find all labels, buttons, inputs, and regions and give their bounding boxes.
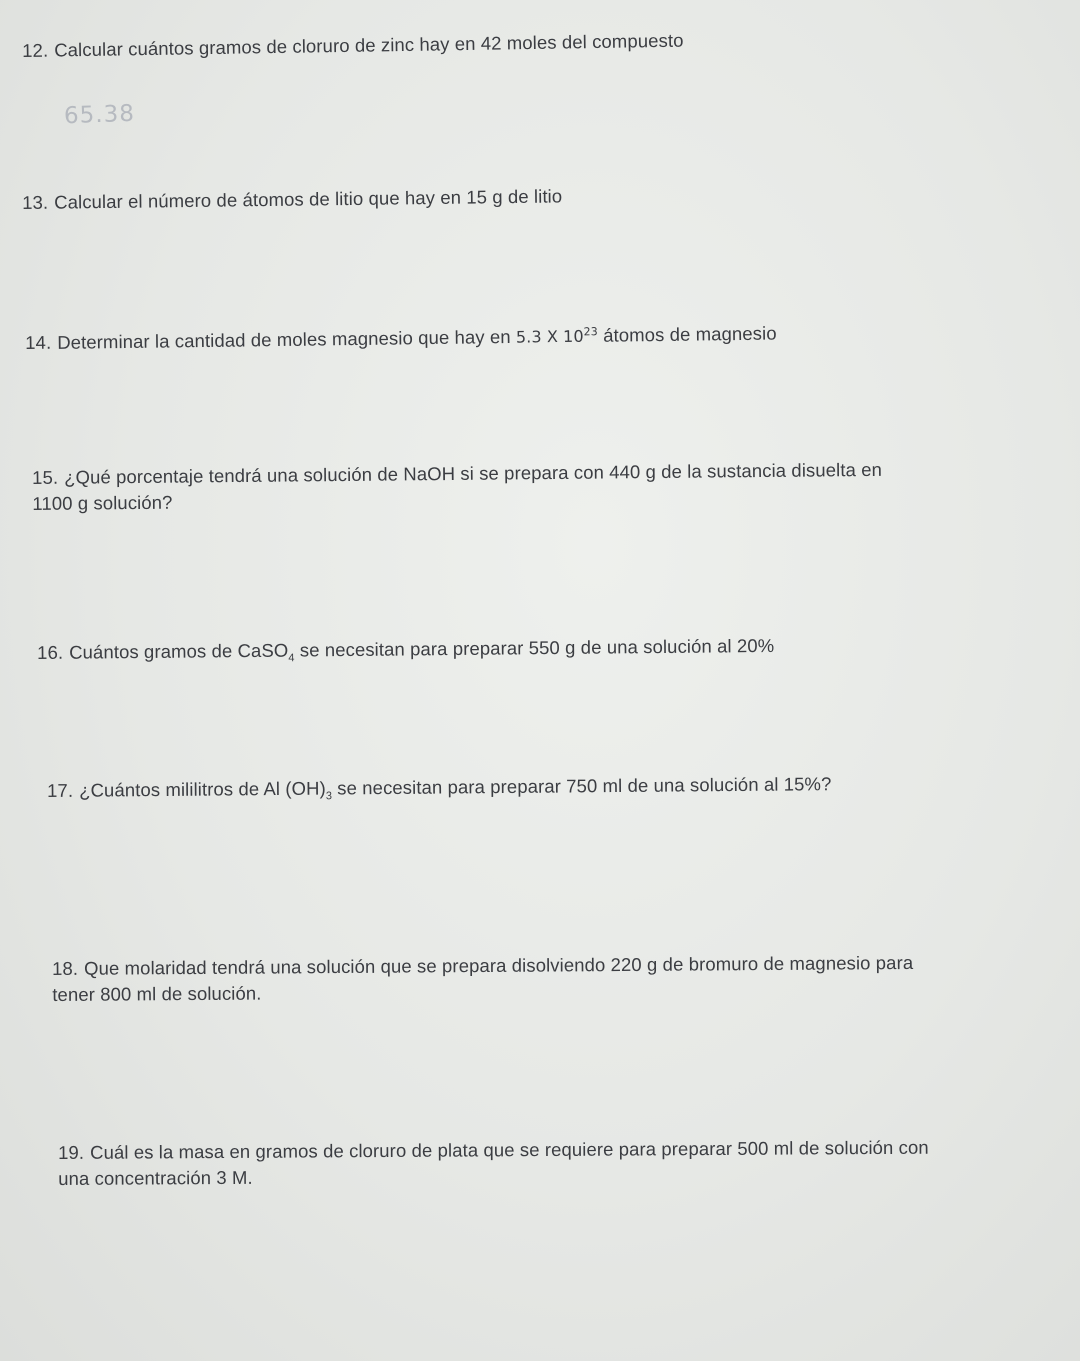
question-number: 15. xyxy=(32,466,59,488)
question-12 xyxy=(22,28,684,64)
scientific-notation: 5.3 X $10^{23}$ xyxy=(515,325,598,347)
question-text-line-2: una concentración 3 M. xyxy=(58,1166,253,1189)
question-text: Cuántos gramos de CaSO xyxy=(69,639,289,663)
question-number: 14. xyxy=(25,331,52,354)
question-text: Cuál es la masa en gramos de cloruro de plata que se requiere para preparar 500 ml de solución con xyxy=(90,1136,929,1163)
question-15 xyxy=(32,457,882,517)
question-text-line-2: 1100 g solución? xyxy=(32,491,173,514)
question-18 xyxy=(52,950,913,1008)
question-text: ¿Qué porcentaje tendrá una solución de NaOH si se prepara con 440 g de la sustancia disuelta en xyxy=(64,458,883,488)
question-text-line-2: tener 800 ml de solución. xyxy=(52,982,262,1005)
question-number: 18. xyxy=(52,957,79,979)
question-text-suffix: se necesitan para preparar 550 g de una solución al 20% xyxy=(299,634,775,661)
question-17 xyxy=(47,771,832,812)
subscript: 4 xyxy=(288,652,295,665)
subscript: 3 xyxy=(325,790,333,803)
question-text-suffix: átomos de magnesio xyxy=(602,322,777,346)
question-text: Que molaridad tendrá una solución que se prepara disolviendo 220 g de bromuro de magnesio para xyxy=(84,951,914,979)
question-number: 13. xyxy=(22,191,49,213)
question-text-suffix: se necesitan para preparar 750 ml de una solución al 15%? xyxy=(337,773,832,799)
question-14 xyxy=(25,317,777,357)
question-text: ¿Cuántos mililitros de Al (OH) xyxy=(79,777,326,801)
question-19 xyxy=(58,1135,929,1192)
question-text: Calcular el número de átomos de litio que hay en 15 g de litio xyxy=(54,185,563,213)
question-text: Calcular cuántos gramos de cloruro de zinc hay en 42 moles del compuesto xyxy=(54,29,684,61)
question-number: 16. xyxy=(37,641,64,663)
question-16 xyxy=(37,633,774,674)
question-number: 17. xyxy=(47,779,74,801)
handwritten-answer: 65.38 xyxy=(63,100,136,130)
question-text: Determinar la cantidad de moles magnesio que hay en xyxy=(57,325,511,353)
question-13 xyxy=(22,183,562,216)
question-number: 19. xyxy=(58,1141,85,1163)
question-number: 12. xyxy=(22,39,49,61)
